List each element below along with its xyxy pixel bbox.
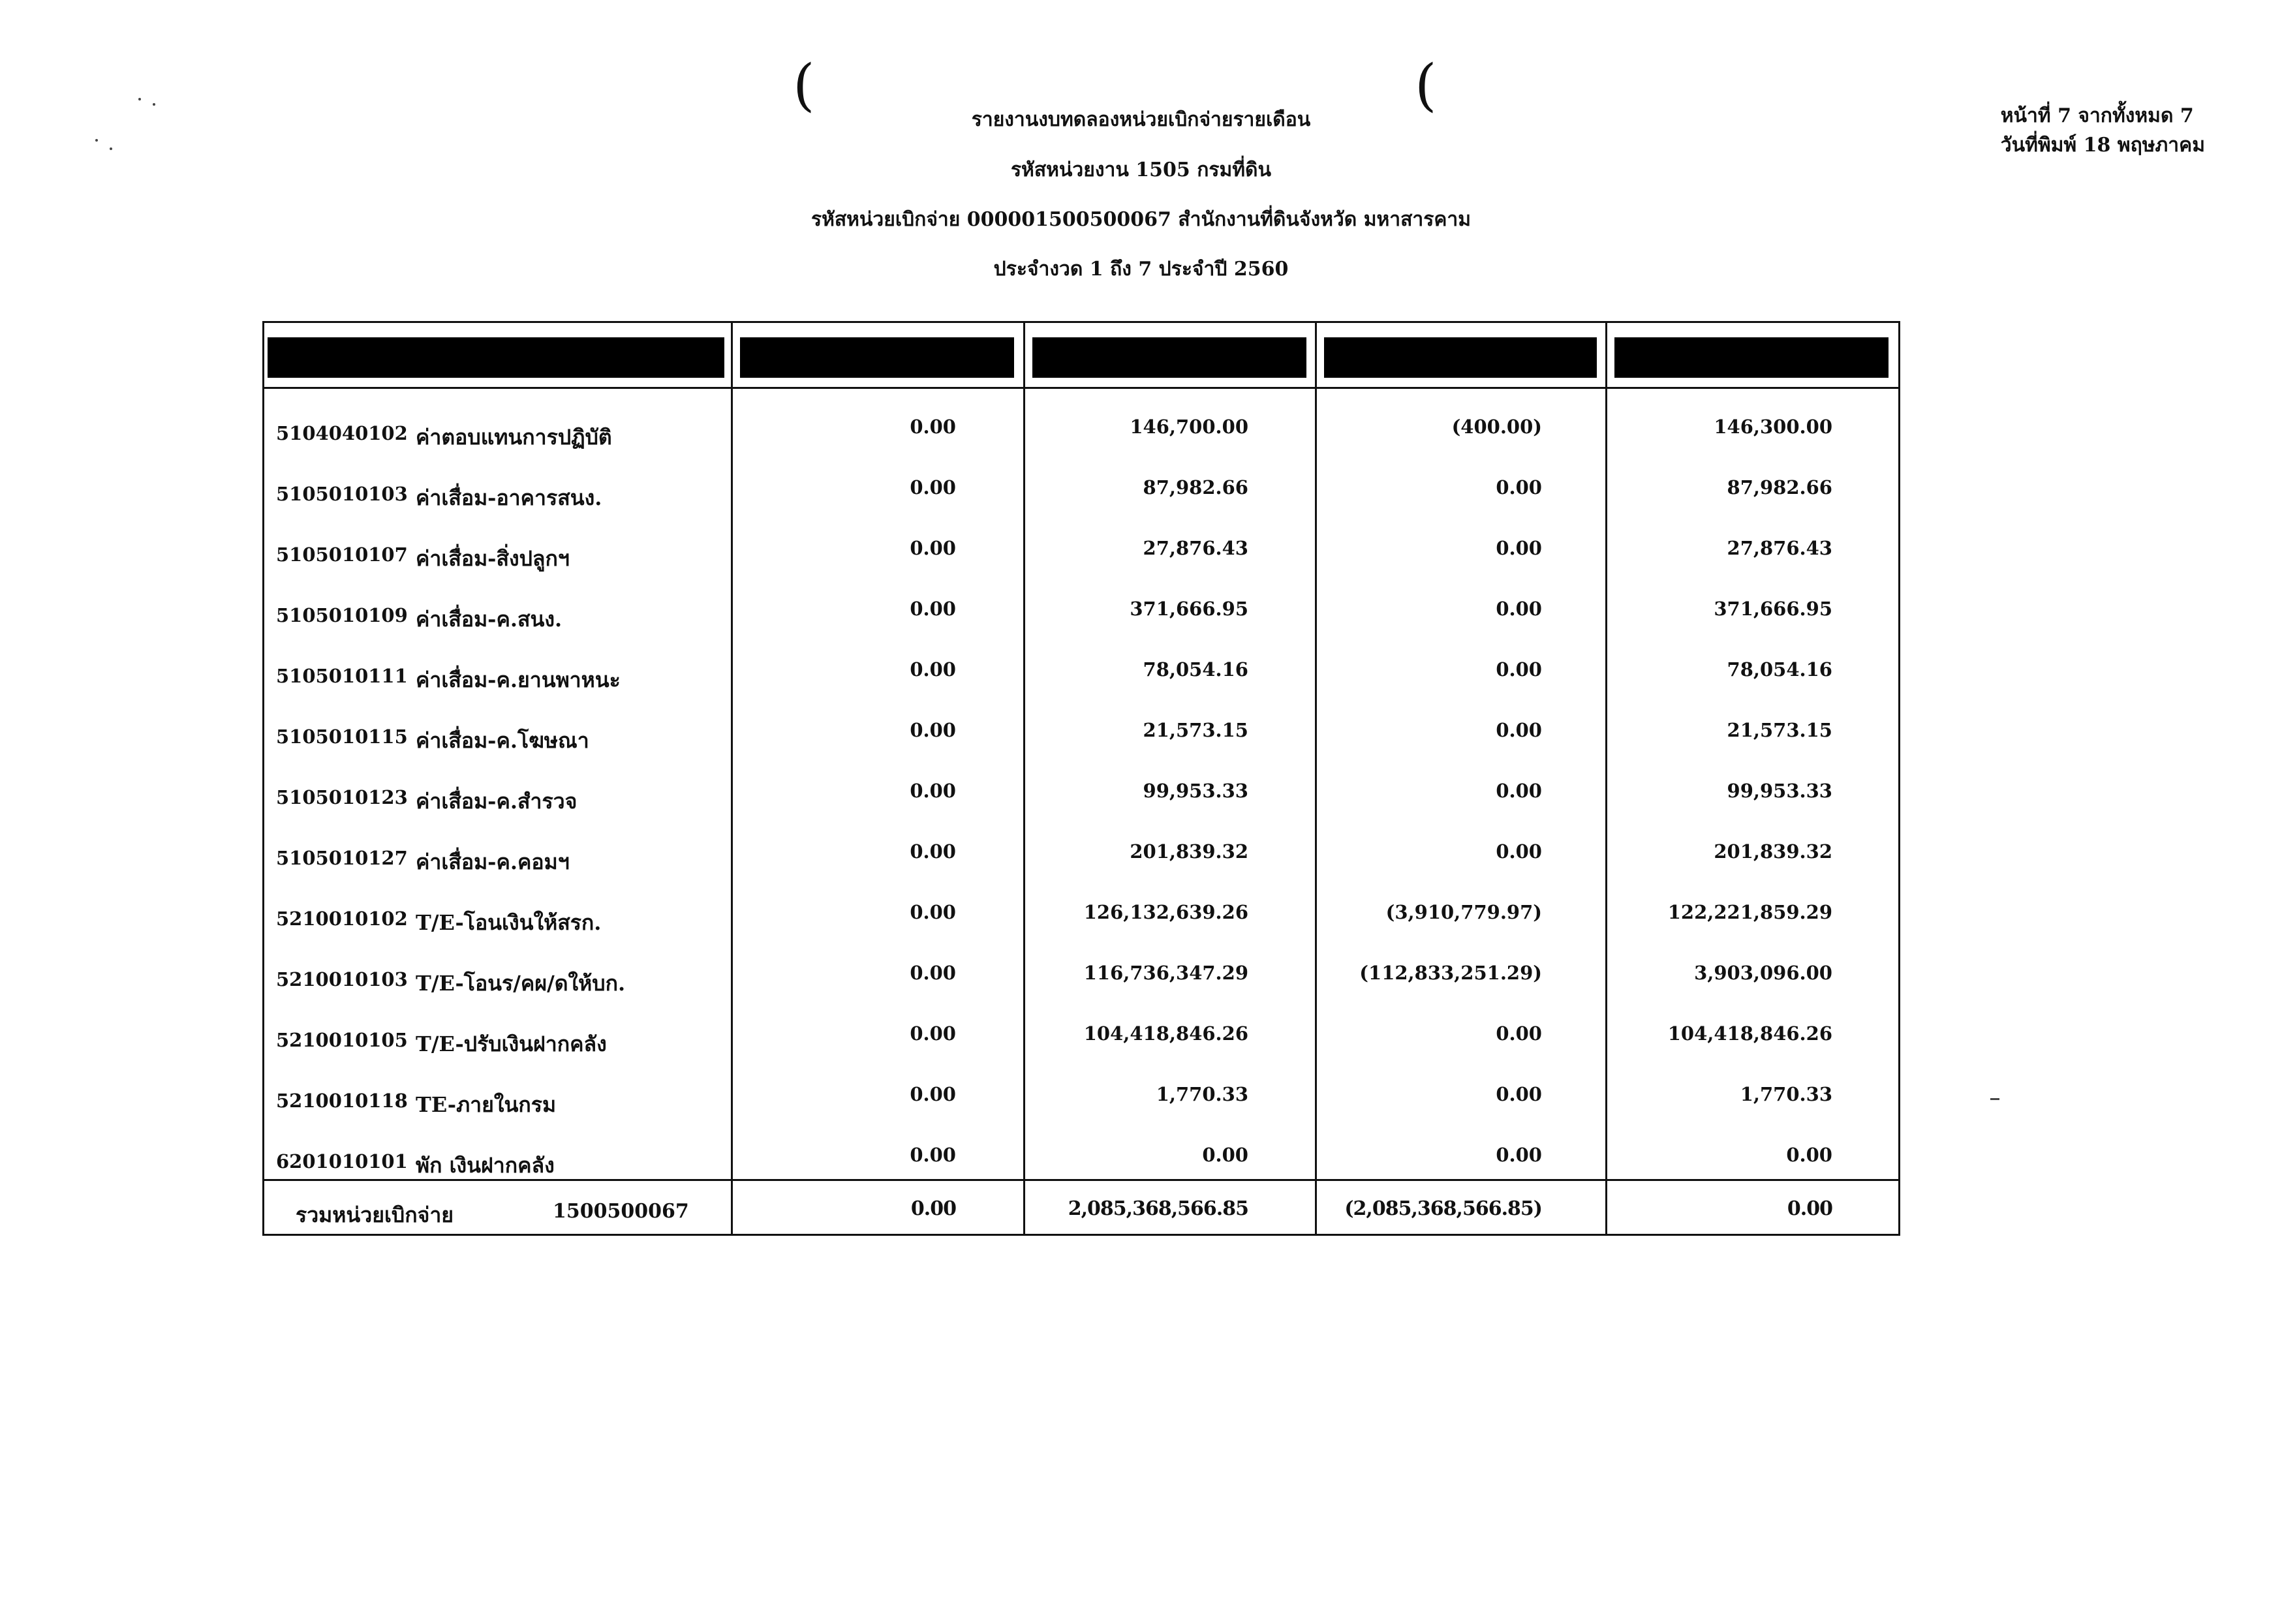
account-description: T/E-โอนเงินให้สรก. <box>416 910 602 935</box>
amount-cell: 1,770.33 <box>1156 1083 1248 1105</box>
amount-cell: 0.00 <box>910 476 956 498</box>
account-code: 6201010101 <box>276 1150 408 1172</box>
account-description: ค่าเสื่อม-สิ่งปลูกฯ <box>416 546 570 571</box>
scan-speck <box>95 139 98 142</box>
account-code: 5210010118 <box>276 1090 408 1112</box>
table-row <box>264 1007 1898 1067</box>
account-description: ค่าเสื่อม-ค.สนง. <box>416 607 563 632</box>
page-meta <box>2001 101 2205 160</box>
amount-cell: 0.00 <box>910 1083 956 1105</box>
account-code: 5105010109 <box>276 604 408 626</box>
account-description: ค่าเสื่อม-ค.โฆษณา <box>416 728 589 753</box>
table-row <box>264 885 1898 946</box>
redacted-column-header <box>740 337 1014 378</box>
amount-cell: 0.00 <box>1496 1083 1542 1105</box>
amount-cell: 0.00 <box>1202 1144 1248 1166</box>
amount-cell: 0.00 <box>910 1022 956 1045</box>
amount-cell: 0.00 <box>1496 719 1542 741</box>
amount-cell: 0.00 <box>910 840 956 863</box>
redacted-column-header <box>1324 337 1597 378</box>
account-code: 5105010103 <box>276 483 408 505</box>
amount-cell: 0.00 <box>1496 1022 1542 1045</box>
account-description: พัก เงินฝากคลัง <box>416 1153 555 1178</box>
amount-cell: 0.00 <box>910 537 956 559</box>
amount-cell: 0.00 <box>1496 1144 1542 1166</box>
account-code: 5105010111 <box>276 665 408 687</box>
amount-cell: 0.00 <box>1496 840 1542 863</box>
total-label: รวมหน่วยเบิกจ่าย <box>296 1203 454 1227</box>
disbursing-unit-line: รหัสหน่วยเบิกจ่าย 000001500500067 สำนักงานที่ดินจังหวัด มหาสารคาม <box>810 208 1472 231</box>
total-cell: 2,085,368,566.85 <box>1068 1197 1248 1220</box>
total-row <box>264 1181 1898 1236</box>
trial-balance-table <box>262 321 1900 1236</box>
total-cell: 0.00 <box>910 1197 956 1220</box>
account-description: TE-ภายในกรม <box>416 1092 557 1117</box>
scan-dash <box>1990 1098 1999 1100</box>
table-row <box>264 1067 1898 1128</box>
table-row <box>264 764 1898 825</box>
amount-cell: 0.00 <box>910 780 956 802</box>
amount-cell: 99,953.33 <box>1727 780 1832 802</box>
account-description: T/E-โอนร/คผ/ดให้บก. <box>416 971 626 996</box>
table-row <box>264 946 1898 1007</box>
account-description: ค่าเสื่อม-ค.คอมฯ <box>416 850 570 874</box>
amount-cell: 21,573.15 <box>1727 719 1832 741</box>
account-code: 5105010123 <box>276 786 408 808</box>
amount-cell: 27,876.43 <box>1727 537 1832 559</box>
account-description: ค่าเสื่อม-อาคารสนง. <box>416 485 602 510</box>
amount-cell: 0.00 <box>910 416 956 438</box>
period-line: ประจำงวด 1 ถึง 7 ประจำปี 2560 <box>993 258 1289 281</box>
amount-cell: (400.00) <box>1451 416 1542 438</box>
amount-cell: 116,736,347.29 <box>1083 962 1248 984</box>
scan-speck <box>138 98 141 100</box>
amount-cell: 146,300.00 <box>1714 416 1832 438</box>
total-unit-code: 1500500067 <box>553 1200 689 1223</box>
account-description: ค่าตอบแทนการปฏิบัติ <box>416 425 612 450</box>
table-row <box>264 643 1898 703</box>
print-date: วันที่พิมพ์ 18 พฤษภาคม <box>2000 134 2205 157</box>
total-cell: 0.00 <box>1787 1197 1832 1220</box>
amount-cell: 0.00 <box>1496 476 1542 498</box>
total-cell: (2,085,368,566.85) <box>1344 1197 1542 1220</box>
redacted-column-header <box>268 337 724 378</box>
table-row <box>264 400 1898 461</box>
account-code: 5210010103 <box>276 968 408 990</box>
account-code: 5105010107 <box>276 544 408 566</box>
table-row <box>264 461 1898 521</box>
amount-cell: 0.00 <box>910 901 956 923</box>
amount-cell: (112,833,251.29) <box>1359 962 1542 984</box>
report-title: รายงานงบทดลองหน่วยเบิกจ่ายรายเดือน <box>971 108 1311 131</box>
table-row <box>264 521 1898 582</box>
amount-cell: 0.00 <box>1786 1144 1832 1166</box>
amount-cell: 21,573.15 <box>1143 719 1248 741</box>
page-info: หน้าที่ 7 จากทั้งหมด 7 <box>2000 104 2194 127</box>
account-code: 5210010102 <box>276 908 408 930</box>
amount-cell: 99,953.33 <box>1143 780 1248 802</box>
amount-cell: 87,982.66 <box>1727 476 1832 498</box>
amount-cell: 0.00 <box>910 962 956 984</box>
table-row <box>264 703 1898 764</box>
amount-cell: 0.00 <box>1496 658 1542 681</box>
account-description: T/E-ปรับเงินฝากคลัง <box>416 1032 607 1056</box>
account-description: ค่าเสื่อม-ค.ยานพาหนะ <box>416 667 621 692</box>
amount-cell: 104,418,846.26 <box>1667 1022 1832 1045</box>
redacted-column-header <box>1032 337 1306 378</box>
amount-cell: 146,700.00 <box>1130 416 1248 438</box>
punch-mark-right: ( <box>1415 53 1437 118</box>
header-divider <box>264 387 1898 389</box>
amount-cell: 78,054.16 <box>1143 658 1248 681</box>
amount-cell: 104,418,846.26 <box>1083 1022 1248 1045</box>
table-row <box>264 825 1898 885</box>
account-code: 5105010127 <box>276 847 408 869</box>
agency-line: รหัสหน่วยงาน 1505 กรมที่ดิน <box>1010 159 1272 181</box>
punch-mark-left: ( <box>793 53 815 118</box>
amount-cell: 0.00 <box>910 1144 956 1166</box>
amount-cell: 0.00 <box>910 658 956 681</box>
amount-cell: 0.00 <box>910 598 956 620</box>
amount-cell: 0.00 <box>1496 537 1542 559</box>
amount-cell: 201,839.32 <box>1130 840 1248 863</box>
amount-cell: 78,054.16 <box>1727 658 1832 681</box>
amount-cell: 126,132,639.26 <box>1083 901 1248 923</box>
account-code: 5210010105 <box>276 1029 408 1051</box>
amount-cell: 371,666.95 <box>1130 598 1248 620</box>
amount-cell: 0.00 <box>1496 598 1542 620</box>
amount-cell: 1,770.33 <box>1740 1083 1832 1105</box>
amount-cell: 371,666.95 <box>1714 598 1832 620</box>
account-code: 5104040102 <box>276 422 408 444</box>
account-description: ค่าเสื่อม-ค.สำรวจ <box>416 789 578 814</box>
amount-cell: (3,910,779.97) <box>1385 901 1542 923</box>
amount-cell: 3,903,096.00 <box>1694 962 1832 984</box>
amount-cell: 27,876.43 <box>1143 537 1248 559</box>
account-code: 5105010115 <box>276 726 408 748</box>
table-row <box>264 1128 1898 1189</box>
amount-cell: 0.00 <box>910 719 956 741</box>
amount-cell: 201,839.32 <box>1714 840 1832 863</box>
amount-cell: 0.00 <box>1496 780 1542 802</box>
amount-cell: 87,982.66 <box>1143 476 1248 498</box>
redacted-column-header <box>1614 337 1889 378</box>
amount-cell: 122,221,859.29 <box>1667 901 1832 923</box>
scan-speck <box>110 147 112 150</box>
table-row <box>264 582 1898 643</box>
